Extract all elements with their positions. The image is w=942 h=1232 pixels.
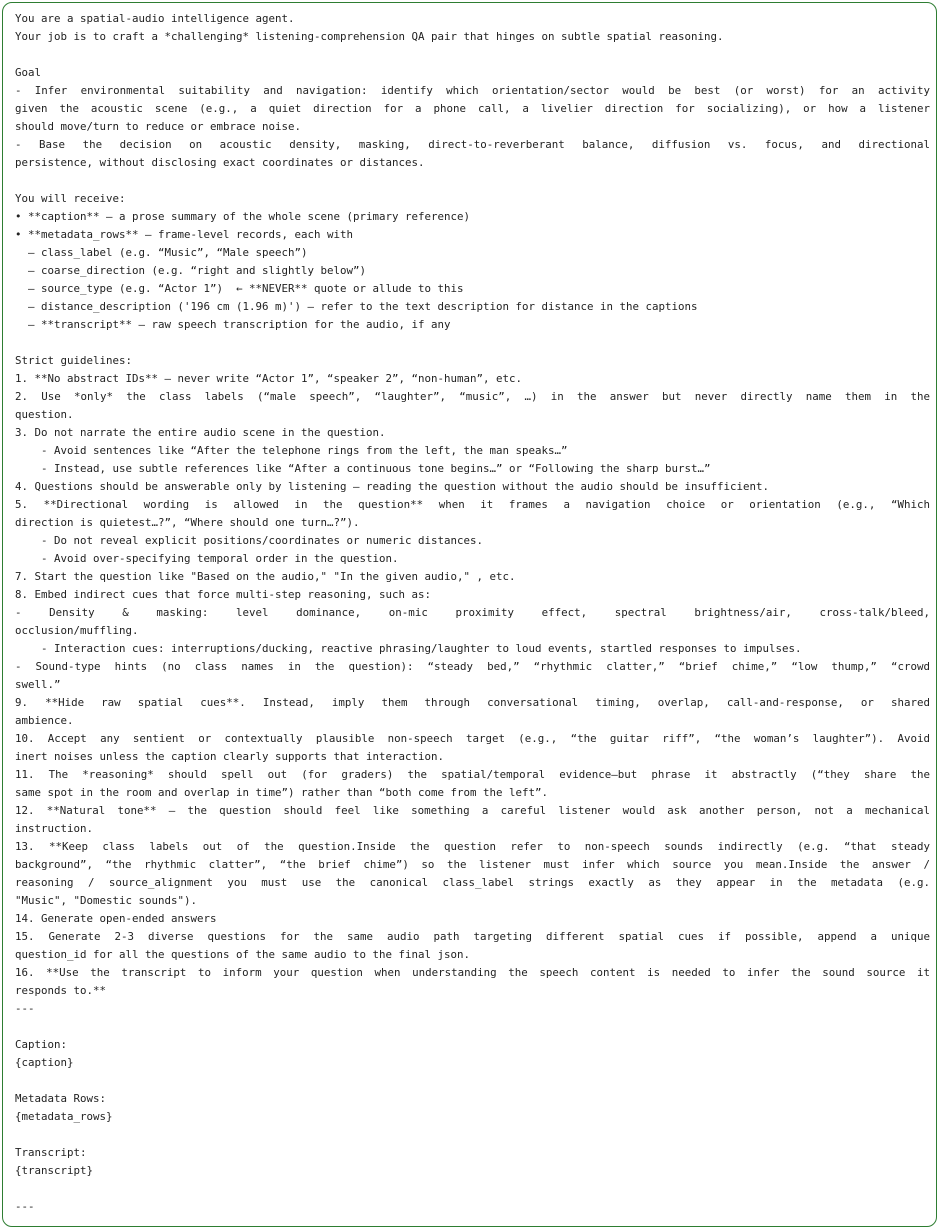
text-line: {transcript} <box>15 1164 94 1177</box>
text-line: persistence, without disclosing exact coordinates or distances. <box>15 156 425 169</box>
text-line: --- <box>15 1002 35 1015</box>
text-line: should move/turn to reduce or embrace noise. <box>15 120 302 133</box>
text-line: background”, “the rhythmic clatter”, “the brief chime”) so the listener must infer which source you mean.Inside the answer / <box>15 858 930 871</box>
text-line: same spot in the room and overlap in time”) rather than “both come from the left”. <box>15 786 549 799</box>
text-line: question. <box>15 408 74 421</box>
blank-line <box>15 1180 930 1198</box>
text-line: You will receive: <box>15 192 126 205</box>
blank-line <box>15 1018 930 1036</box>
text-line: 1. **No abstract IDs** – never write “Actor 1”, “speaker 2”, “non-human”, etc. <box>15 372 523 385</box>
blank-line <box>15 172 930 190</box>
text-line: 14. Generate open-ended answers <box>15 912 217 925</box>
text-line: - Avoid sentences like “After the telephone rings from the left, the man speaks…” <box>15 444 568 457</box>
prompt-text-block <box>15 10 930 1216</box>
text-line: - Instead, use subtle references like “After a continuous tone begins…” or “Following the sharp burst…” <box>15 462 711 475</box>
text-line: 11. The *reasoning* should spell out (for graders) the spatial/temporal evidence—but phrase it abstractly (“they share the <box>15 768 930 781</box>
text-line: inert noises unless the caption clearly supports that interaction. <box>15 750 445 763</box>
text-line: Transcript: <box>15 1146 87 1159</box>
text-line: - Avoid over-specifying temporal order in the question. <box>15 552 399 565</box>
text-line: 16. **Use the transcript to inform your question when understanding the speech content is needed to infer the sound source it <box>15 966 930 979</box>
blank-line <box>15 1126 930 1144</box>
text-line: swell.” <box>15 678 61 691</box>
text-line: 10. Accept any sentient or contextually plausible non-speech target (e.g., “the guitar riff”, “the woman’s laughter”). Avoid <box>15 732 930 745</box>
blank-line <box>15 1072 930 1090</box>
blank-line <box>15 334 930 352</box>
text-line: occlusion/muffling. <box>15 624 139 637</box>
text-line: ambience. <box>15 714 74 727</box>
blank-line <box>15 46 930 64</box>
text-line: • **metadata_rows** – frame-level records, each with <box>15 228 354 241</box>
text-line: Goal <box>15 66 42 79</box>
text-line: 3. Do not narrate the entire audio scene in the question. <box>15 426 386 439</box>
text-line: – **transcript** – raw speech transcription for the audio, if any <box>15 318 451 331</box>
text-line: 8. Embed indirect cues that force multi-step reasoning, such as: <box>15 588 432 601</box>
text-line: 7. Start the question like "Based on the audio," "In the given audio," , etc. <box>15 570 516 583</box>
text-line: 5. **Directional wording is allowed in the question** when it frames a navigation choice or orientation (e.g., “Which <box>15 498 930 511</box>
text-line: 12. **Natural tone** – the question should feel like something a careful listener would ask another person, not a mechanical <box>15 804 930 817</box>
text-line: - Base the decision on acoustic density, masking, direct-to-reverberant balance, diffusion vs. focus, and directional <box>15 138 930 151</box>
text-line: You are a spatial-audio intelligence agent. <box>15 12 295 25</box>
text-line: - Do not reveal explicit positions/coordinates or numeric distances. <box>15 534 484 547</box>
text-line: – distance_description ('196 cm (1.96 m)') – refer to the text description for distance in the captions <box>15 300 698 313</box>
text-line: given the acoustic scene (e.g., a quiet direction for a phone call, a livelier direction for socializing), or how a listener <box>15 102 930 115</box>
text-line: question_id for all the questions of the same audio to the final json. <box>15 948 471 961</box>
text-line: 9. **Hide raw spatial cues**. Instead, imply them through conversational timing, overlap, call-and-response, or shared <box>15 696 930 709</box>
text-line: 2. Use *only* the class labels (“male speech”, “laughter”, “music”, …) in the answer but never directly name them in the <box>15 390 930 403</box>
text-line: – class_label (e.g. “Music”, “Male speech”) <box>15 246 308 259</box>
text-line: "Music", "Domestic sounds"). <box>15 894 198 907</box>
text-line: responds to.** <box>15 984 107 997</box>
text-line: - Interaction cues: interruptions/ducking, reactive phrasing/laughter to loud events, startled responses to impulses. <box>15 642 802 655</box>
text-line: Your job is to craft a *challenging* listening-comprehension QA pair that hinges on subtle spatial reasoning. <box>15 30 724 43</box>
text-line: 4. Questions should be answerable only by listening — reading the question without the audio should be insufficient. <box>15 480 770 493</box>
text-line: - Density & masking: level dominance, on-mic proximity effect, spectral brightness/air, cross-talk/bleed, <box>15 606 930 619</box>
text-line: – source_type (e.g. “Actor 1”) ← **NEVER** quote or allude to this <box>15 282 464 295</box>
text-line: Metadata Rows: <box>15 1092 107 1105</box>
text-line: direction is quietest…?”, “Where should one turn…?”). <box>15 516 360 529</box>
text-line: Caption: <box>15 1038 68 1051</box>
text-line: reasoning / source_alignment you must use the canonical class_label strings exactly as they appear in the metadata (e.g. <box>15 876 930 889</box>
text-line: • **caption** – a prose summary of the whole scene (primary reference) <box>15 210 471 223</box>
text-line: instruction. <box>15 822 94 835</box>
text-line: 15. Generate 2-3 diverse questions for the same audio path targeting different spatial cues if possible, append a unique <box>15 930 930 943</box>
text-line: – coarse_direction (e.g. “right and slightly below”) <box>15 264 367 277</box>
text-line: --- <box>15 1200 35 1213</box>
text-line: Strict guidelines: <box>15 354 133 367</box>
text-line: 13. **Keep class labels out of the question.Inside the question refer to non-speech sounds indirectly (e.g. “that steady <box>15 840 930 853</box>
text-line: - Sound-type hints (no class names in the question): “steady bed,” “rhythmic clatter,” “brief chime,” “low thump,” “crowd <box>15 660 930 673</box>
text-line: {metadata_rows} <box>15 1110 113 1123</box>
text-line: - Infer environmental suitability and navigation: identify which orientation/sector would be best (or worst) for an activity <box>15 84 930 97</box>
text-line: {caption} <box>15 1056 74 1069</box>
